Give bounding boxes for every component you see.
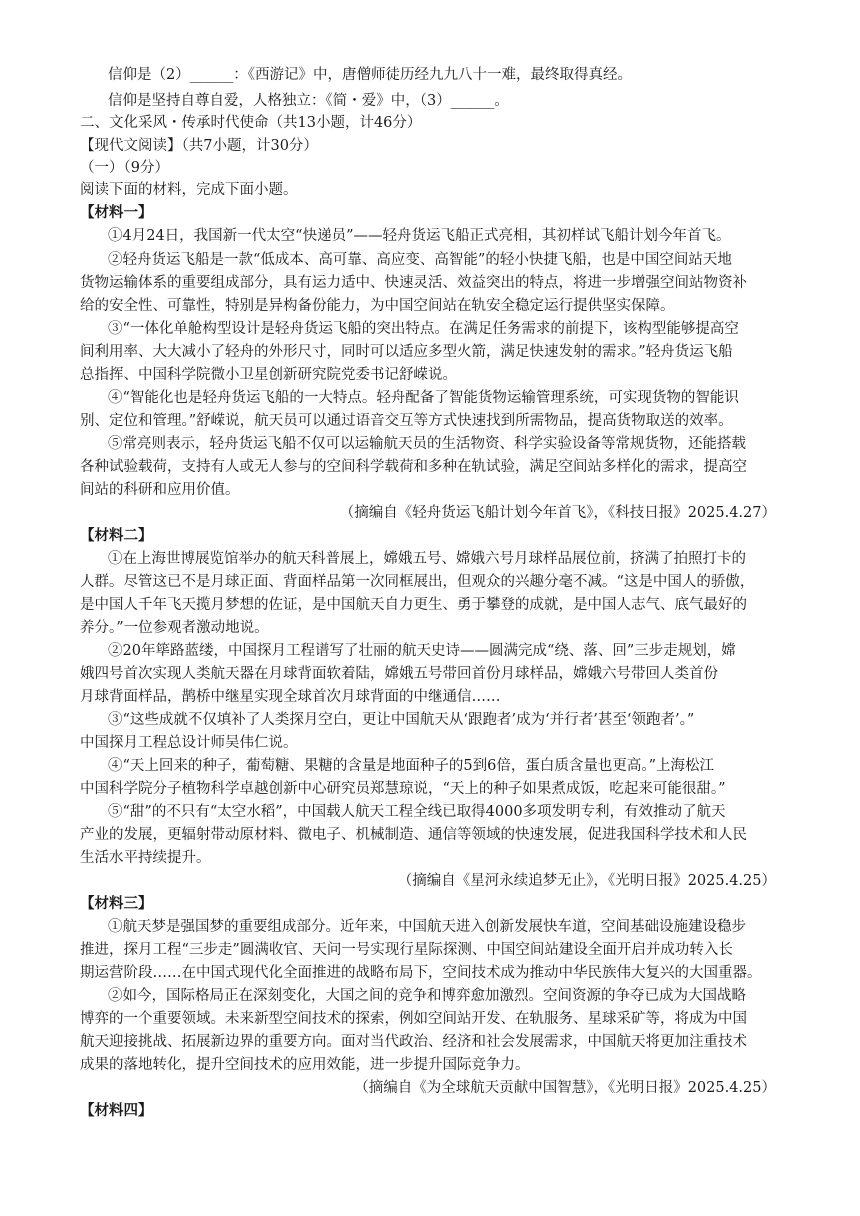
paragraph-line: 总指挥、中国科学院微小卫星创新研究院党委书记舒嵘说。 bbox=[80, 367, 457, 383]
paragraph-line: ③“这些成就不仅填补了人类探月空白，更让中国航天从‘跟跑者’成为‘并行者’甚至‘领跑者’。” bbox=[108, 712, 695, 728]
paragraph-line: 推进，探月工程“三步走”圆满收官、天问一号实现行星际探测、中国空间站建设全面开启并成功转入长 bbox=[80, 942, 733, 958]
paragraph-line: ④“智能化也是轻舟货运飞船的一大特点。轻舟配备了智能货物运输管理系统，可实现货物的智能识 bbox=[108, 390, 739, 406]
belief-line-2: 信仰是（2）______：《西游记》中，唐僧师徒历经九九八十一难，最终取得真经。 bbox=[108, 67, 632, 83]
paragraph-line: 是中国人千年飞天揽月梦想的佐证，是中国航天自力更生、勇于攀登的成就，是中国人志气、底气最好的 bbox=[80, 597, 747, 613]
paragraph-line: ①4月24日，我国新一代太空“快递员”——轻舟货运飞船正式亮相，其初样试飞船计划今年首飞。 bbox=[108, 228, 731, 244]
paragraph-line: 各种试验载荷，支持有人或无人参与的空间科学载荷和多种在轨试验，满足空间站多样化的需求，提高空 bbox=[80, 459, 747, 475]
material-2-heading: 【材料二】 bbox=[80, 527, 153, 544]
paragraph-line: 养分。”一位参观者激动地说。 bbox=[80, 620, 269, 636]
paragraph-line: 给的安全性、可靠性，特别是异构备份能力，为中国空间站在轨安全稳定运行提供坚实保障。 bbox=[80, 298, 675, 314]
paragraph-line: ⑤“甜”的不只有“太空水稻”，中国载人航天工程全线已取得4000多项发明专利，有效推动了航天 bbox=[108, 804, 726, 820]
material-3-heading: 【材料三】 bbox=[80, 895, 153, 912]
paragraph-line: 间站的科研和应用价值。 bbox=[80, 482, 240, 498]
paragraph-line: 货物运输体系的重要组成部分，具有运力适中、快速灵活、效益突出的特点，将进一步增强空间站物资补 bbox=[80, 275, 747, 291]
paragraph-line: 博弈的一个重要领域。未来新型空间技术的探索，例如空间站开发、在轨服务、星球采矿等，将成为中国 bbox=[80, 1011, 747, 1027]
subsection-heading: 【现代文阅读】（共7小题，计30分） bbox=[80, 138, 318, 154]
instruction: 阅读下面的材料，完成下面小题。 bbox=[80, 182, 298, 198]
paragraph-line: ②轻舟货运飞船是一款“低成本、高可靠、高应变、高智能”的轻小快捷飞船，也是中国空间站天地 bbox=[108, 252, 732, 268]
paragraph-line: 中国科学院分子植物科学卓越创新中心研究员郑慧琼说，“天上的种子如果煮成饭，吃起来可能很甜。” bbox=[80, 781, 726, 797]
paragraph-line: 娥四号首次实现人类航天器在月球背面软着陆，嫦娥五号带回首份月球样品，嫦娥六号带回人类首份 bbox=[80, 666, 718, 682]
belief-line-3: 信仰是坚持自尊自爱，人格独立：《简・爱》中，（3）______。 bbox=[108, 93, 509, 109]
source-citation: （摘编自《星河永续追梦无止》，《光明日报》2025.4.25） bbox=[397, 873, 776, 889]
paragraph-line: ①航天梦是强国梦的重要组成部分。近年来，中国航天进入创新发展快车道，空间基础设施建设稳步 bbox=[108, 919, 746, 935]
paragraph-line: ⑤常亮则表示，轻舟货运飞船不仅可以运输航天员的生活物资、科学实验设备等常规货物，还能搭载 bbox=[108, 436, 746, 452]
paragraph-line: 期运营阶段……在中国式现代化全面推进的战略布局下，空间技术成为推动中华民族伟大复兴的大国重器。 bbox=[80, 965, 762, 981]
paragraph-line: ①在上海世博展览馆举办的航天科普展上，嫦娥五号、嫦娥六号月球样品展位前，挤满了拍照打卡的 bbox=[108, 551, 746, 567]
paragraph-line: ③“一体化单舱构型设计是轻舟货运飞船的突出特点。在满足任务需求的前提下，该构型能够提高空 bbox=[108, 321, 739, 337]
paragraph-line: 产业的发展，更辐射带动原材料、微电子、机械制造、通信等领域的快速发展，促进我国科学技术和人民 bbox=[80, 827, 747, 843]
paragraph-line: 人群。尽管这已不是月球正面、背面样品第一次同框展出，但观众的兴趣分毫不减。“这是中国人的骄傲， bbox=[80, 574, 755, 590]
source-citation: （摘编自《为全球航天贡献中国智慧》，《光明日报》2025.4.25） bbox=[354, 1080, 776, 1096]
paragraph-line: 中国探月工程总设计师吴伟仁说。 bbox=[80, 735, 298, 751]
paragraph-line: 间利用率、大大减小了轻舟的外形尺寸，同时可以适应多型火箭，满足快速发射的需求。”轻舟货运飞船 bbox=[80, 344, 733, 360]
paragraph-line: 生活水平持续提升。 bbox=[80, 850, 211, 866]
paragraph-line: 成果的落地转化，提升空间技术的应用效能，进一步提升国际竞争力。 bbox=[80, 1057, 530, 1073]
source-citation: （摘编自《轻舟货运飞船计划今年首飞》，《科技日报》2025.4.27） bbox=[339, 505, 776, 521]
paragraph-line: ④“天上回来的种子，葡萄糖、果糖的含量是地面种子的5到6倍，蛋白质含量也更高。”上海松江 bbox=[108, 758, 715, 774]
part-number: （一）（9分） bbox=[80, 160, 169, 176]
section-heading: 二、文化采风・传承时代使命（共13小题，计46分） bbox=[80, 115, 422, 131]
material-1-heading: 【材料一】 bbox=[80, 204, 153, 221]
paragraph-line: 月球背面样品，鹊桥中继星实现全球首次月球背面的中继通信…… bbox=[80, 689, 501, 705]
paragraph-line: ②20年筚路蓝缕，中国探月工程谱写了壮丽的航天史诗——圆满完成“绕、落、回”三步走规划，嫦 bbox=[108, 643, 736, 659]
paragraph-line: 别、定位和管理。”舒嵘说，航天员可以通过语音交互等方式快速找到所需物品，提高货物取送的效率。 bbox=[80, 413, 733, 429]
paragraph-line: 航天迎接挑战、拓展新边界的重要方向。面对当代政治、经济和社会发展需求，中国航天将更加注重技术 bbox=[80, 1034, 747, 1050]
paragraph-line: ②如今，国际格局正在深刻变化，大国之间的竞争和博弈愈加激烈。空间资源的争夺已成为大国战略 bbox=[108, 988, 746, 1004]
material-4-heading: 【材料四】 bbox=[80, 1102, 153, 1119]
